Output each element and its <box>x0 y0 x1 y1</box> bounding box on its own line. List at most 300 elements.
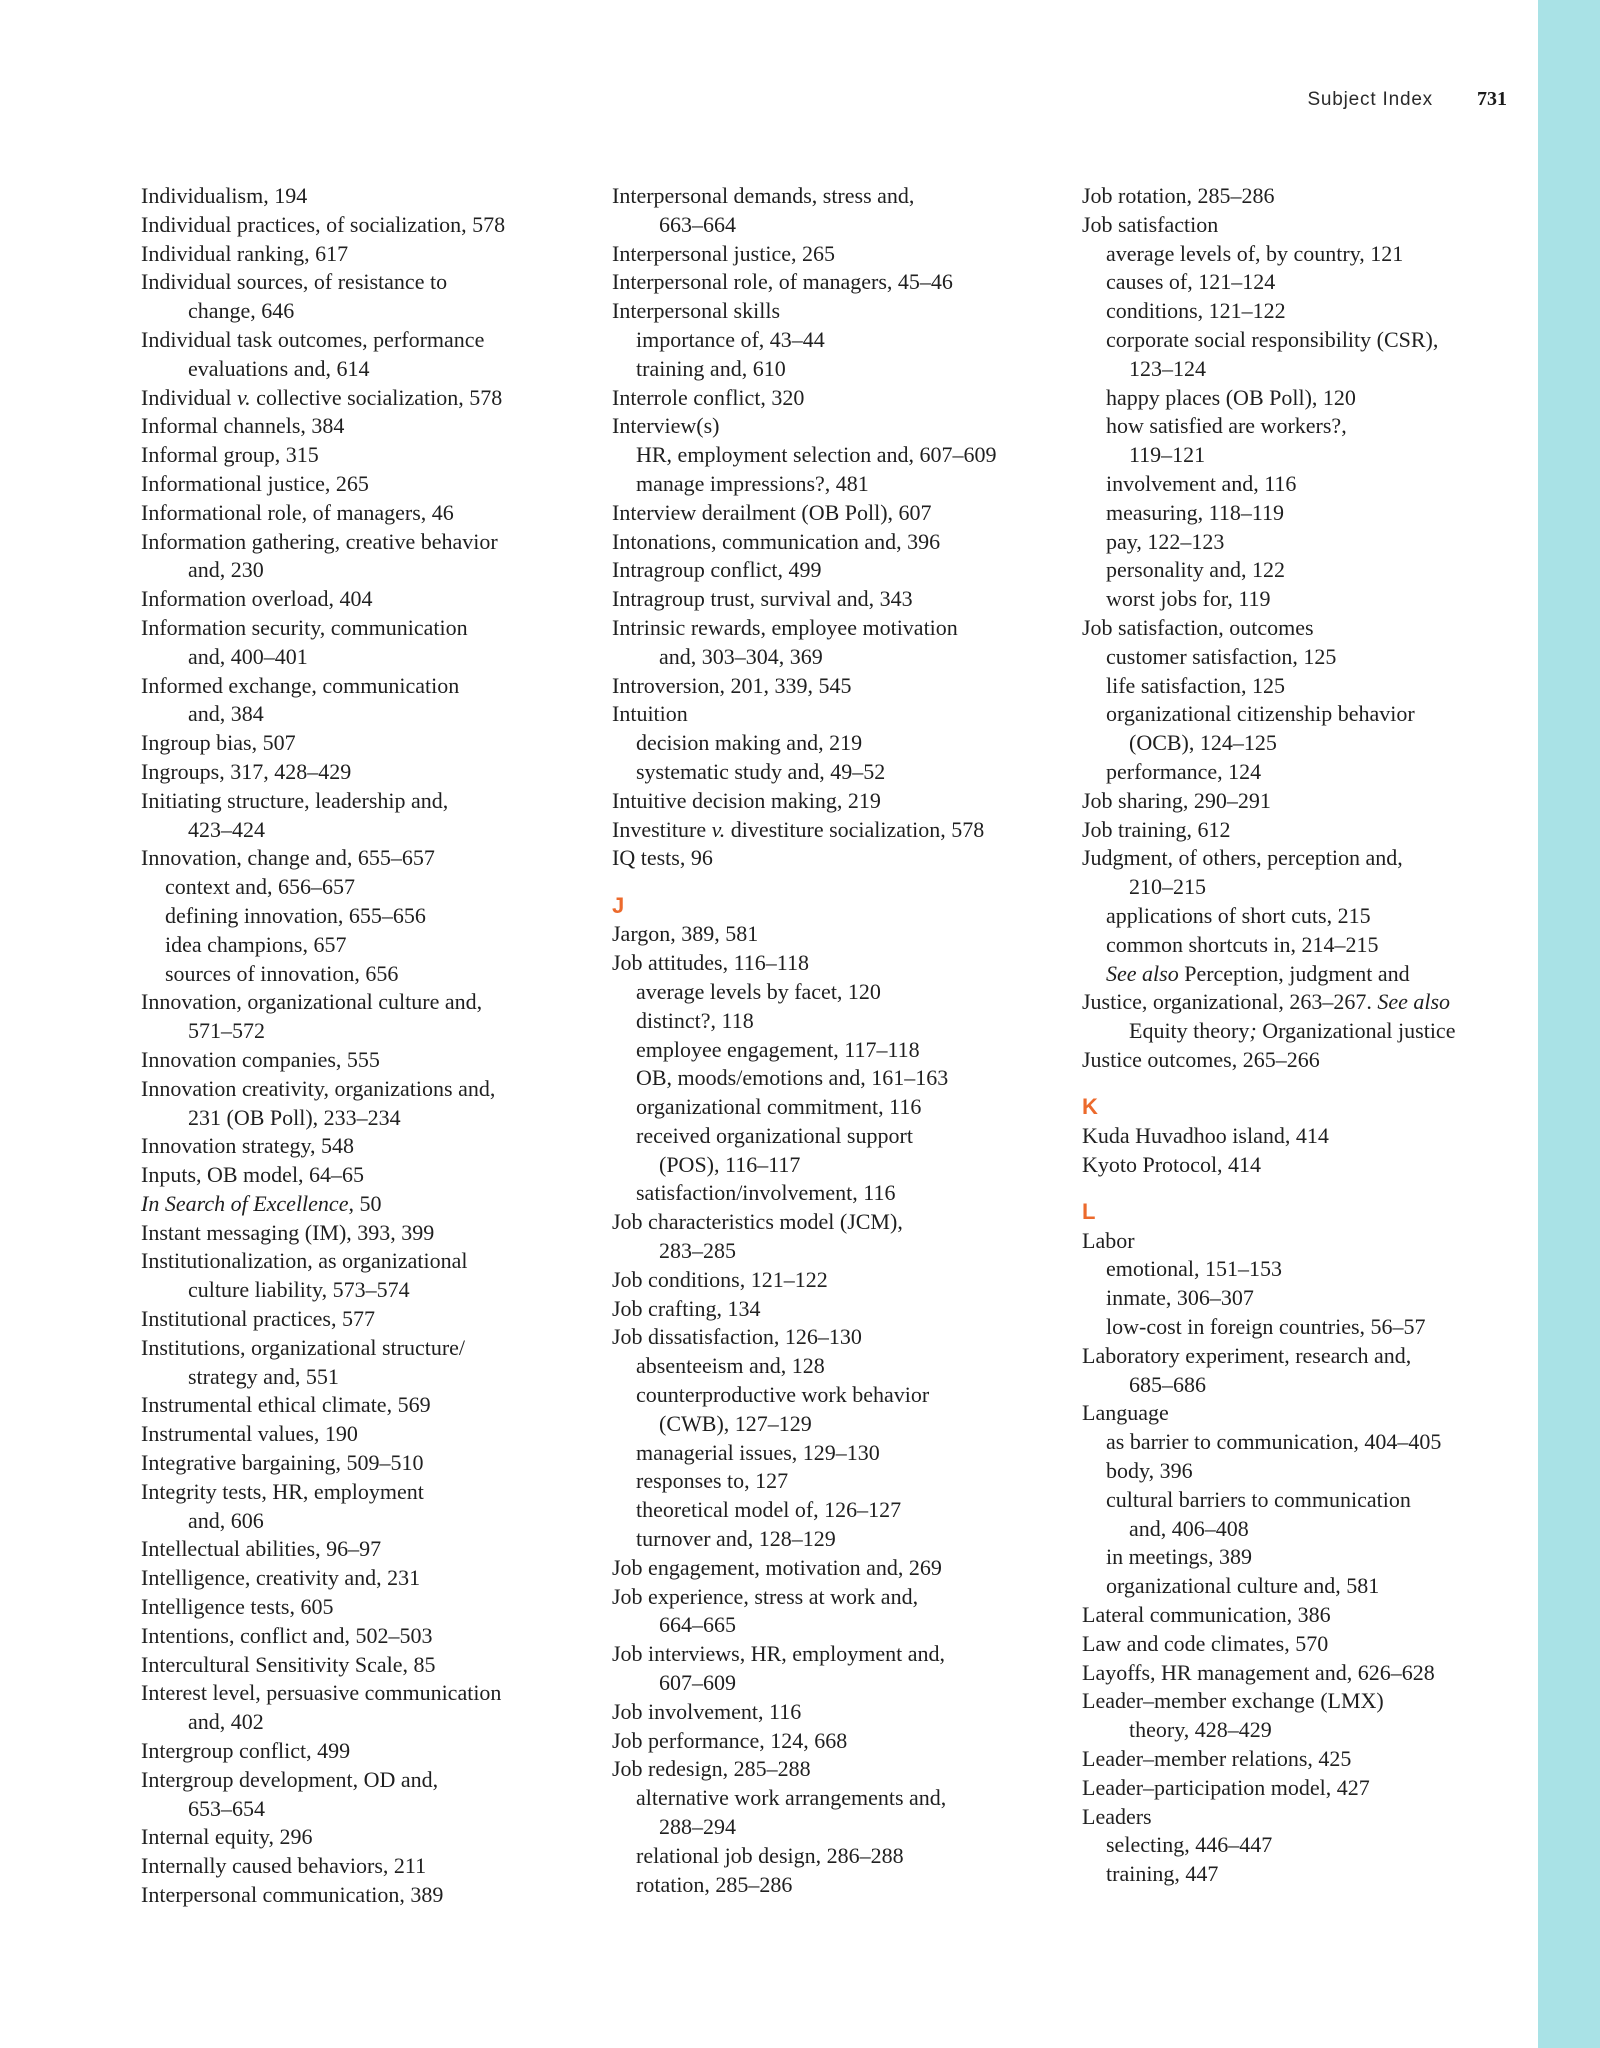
index-subentry <box>612 326 1062 355</box>
index-entry <box>141 1190 581 1219</box>
index-entry <box>141 1766 581 1824</box>
index-subentry <box>1082 585 1532 614</box>
index-entry <box>612 1208 1062 1266</box>
entry-text: Interpersonal communication, 389 <box>141 1882 444 1908</box>
entry-continuation: 653–654 <box>188 1795 265 1821</box>
index-entry <box>141 326 581 384</box>
index-entry <box>612 844 1062 873</box>
entry-text: personality and, 122 <box>1106 557 1286 583</box>
index-entry <box>612 1583 1062 1641</box>
index-entry <box>612 1295 1062 1324</box>
index-entry <box>612 182 1062 240</box>
index-entry <box>141 268 581 326</box>
index-entry <box>141 1478 581 1536</box>
entry-text: OB, moods/emotions and, 161–163 <box>636 1065 949 1091</box>
index-subentry <box>612 1842 1062 1871</box>
index-subentry <box>1082 384 1532 413</box>
index-subentry <box>612 1122 1062 1180</box>
entry-text: employee engagement, 117–118 <box>636 1036 920 1062</box>
index-subentry <box>1082 758 1532 787</box>
entry-text: Job redesign, 285–288 <box>612 1756 811 1782</box>
entry-text: HR, employment selection and, 607–609 <box>636 442 997 468</box>
index-entry <box>612 1266 1062 1295</box>
entry-text: Job rotation, 285–286 <box>1082 183 1275 208</box>
index-entry <box>141 1046 581 1075</box>
entry-text: Intrinsic rewards, employee motivation <box>612 614 958 640</box>
entry-continuation: and, 303–304, 369 <box>659 643 823 669</box>
entry-text: Jargon, 389, 581 <box>612 921 759 947</box>
entry-text: common shortcuts in, 214–215 <box>1106 931 1379 957</box>
index-subentry <box>612 470 1062 499</box>
entry-text: in meetings, 389 <box>1106 1544 1253 1570</box>
index-entry <box>1082 182 1532 211</box>
index-subentry <box>612 1093 1062 1122</box>
index-subentry <box>1082 1486 1532 1544</box>
entry-text: responses to, 127 <box>636 1468 789 1494</box>
entry-text: IQ tests, 96 <box>612 845 713 871</box>
entry-text: Interest level, persuasive communication <box>141 1680 502 1706</box>
entry-text: Informational justice, 265 <box>141 470 369 496</box>
index-entry <box>1082 1399 1532 1428</box>
entry-text: Justice, organizational, 263–267. See also <box>1082 989 1451 1015</box>
entry-text: Job conditions, 121–122 <box>612 1266 828 1292</box>
entry-text: organizational culture and, 581 <box>1106 1573 1380 1599</box>
index-entry <box>612 297 1062 326</box>
index-subentry <box>1082 902 1532 931</box>
index-subentry <box>612 1352 1062 1381</box>
index-entry <box>1082 844 1532 902</box>
index-subentry <box>612 1784 1062 1842</box>
entry-text: Inputs, OB model, 64–65 <box>141 1162 365 1188</box>
index-subentry <box>612 441 1062 470</box>
index-entry <box>141 1679 581 1737</box>
entry-continuation: 664–665 <box>659 1612 736 1638</box>
index-entry <box>1082 1687 1532 1745</box>
entry-text: Kyoto Protocol, 414 <box>1082 1151 1262 1177</box>
index-subentry <box>1082 268 1532 297</box>
index-entry <box>612 920 1062 949</box>
entry-text: Information gathering, creative behavior <box>141 528 498 554</box>
index-entry <box>612 1698 1062 1727</box>
entry-text: Intentions, conflict and, 502–503 <box>141 1622 433 1648</box>
entry-text: corporate social responsibility (CSR), <box>1106 326 1439 352</box>
entry-text: pay, 122–123 <box>1106 528 1225 554</box>
entry-text: Interpersonal demands, stress and, <box>612 183 915 208</box>
entry-text: defining innovation, 655–656 <box>165 902 426 928</box>
index-subentry <box>1082 412 1532 470</box>
entry-text: Individual practices, of socialization, 578 <box>141 211 506 237</box>
entry-text: Leaders <box>1082 1803 1152 1829</box>
entry-text: how satisfied are workers?, <box>1106 413 1347 439</box>
entry-text: Job sharing, 290–291 <box>1082 787 1271 813</box>
entry-text: Interview(s) <box>612 413 720 439</box>
entry-text: Individual task outcomes, performance <box>141 326 485 352</box>
index-entry <box>141 470 581 499</box>
index-subentry <box>1082 470 1532 499</box>
entry-text: idea champions, 657 <box>165 931 347 957</box>
entry-continuation: change, 646 <box>188 298 295 324</box>
index-subentry <box>612 1381 1062 1439</box>
entry-continuation: and, 230 <box>188 557 264 583</box>
entry-text: Information overload, 404 <box>141 586 373 612</box>
entry-text: distinct?, 118 <box>636 1007 754 1033</box>
entry-text: Job engagement, motivation and, 269 <box>612 1554 942 1580</box>
entry-text: as barrier to communication, 404–405 <box>1106 1429 1442 1455</box>
index-entry <box>141 1449 581 1478</box>
index-entry <box>141 1651 581 1680</box>
entry-continuation: theory, 428–429 <box>1129 1717 1272 1743</box>
entry-text: In Search of Excellence, 50 <box>141 1190 382 1216</box>
entry-text: Individual v. collective socialization, 578 <box>141 384 503 410</box>
letter-heading: K <box>1082 1094 1098 1120</box>
index-column-1 <box>141 182 581 1910</box>
entry-continuation: 283–285 <box>659 1238 736 1264</box>
index-subentry <box>1082 297 1532 326</box>
index-subentry <box>1082 1572 1532 1601</box>
entry-continuation: 571–572 <box>188 1018 265 1044</box>
index-entry <box>612 585 1062 614</box>
entry-text: manage impressions?, 481 <box>636 470 869 496</box>
entry-text: life satisfaction, 125 <box>1106 672 1286 698</box>
entry-text: training and, 610 <box>636 355 786 381</box>
entry-text: Integrity tests, HR, employment <box>141 1478 424 1504</box>
entry-text: relational job design, 286–288 <box>636 1842 904 1868</box>
index-entry <box>612 528 1062 557</box>
entry-text: decision making and, 219 <box>636 730 863 756</box>
entry-text: Ingroups, 317, 428–429 <box>141 758 352 784</box>
entry-text: Interrole conflict, 320 <box>612 384 805 410</box>
entry-text: Ingroup bias, 507 <box>141 730 296 756</box>
index-entry <box>141 1391 581 1420</box>
entry-text: Intelligence, creativity and, 231 <box>141 1565 421 1591</box>
index-entry <box>1082 787 1532 816</box>
entry-text: Innovation creativity, organizations and, <box>141 1075 496 1101</box>
entry-text: Language <box>1082 1400 1169 1426</box>
entry-text: Informal channels, 384 <box>141 413 345 439</box>
entry-text: Interpersonal skills <box>612 298 781 324</box>
index-subentry <box>612 1525 1062 1554</box>
index-subentry <box>612 978 1062 1007</box>
index-subentry <box>1082 960 1532 989</box>
entry-text: rotation, 285–286 <box>636 1871 793 1897</box>
index-entry <box>1082 1046 1532 1075</box>
index-entry <box>612 949 1062 978</box>
index-entry <box>141 614 581 672</box>
index-entry <box>141 412 581 441</box>
entry-text: Lateral communication, 386 <box>1082 1602 1331 1628</box>
entry-text: Leader–member relations, 425 <box>1082 1746 1352 1772</box>
index-entry <box>141 211 581 240</box>
entry-text: Job training, 612 <box>1082 816 1231 842</box>
index-subentry <box>612 1496 1062 1525</box>
entry-continuation: 123–124 <box>1129 355 1206 381</box>
index-entry <box>141 988 581 1046</box>
entry-text: cultural barriers to communication <box>1106 1486 1411 1512</box>
index-column-3 <box>1082 182 1532 1889</box>
index-subentry <box>1082 556 1532 585</box>
entry-continuation: 210–215 <box>1129 874 1206 900</box>
index-subentry <box>612 1007 1062 1036</box>
entry-text: Introversion, 201, 339, 545 <box>612 672 852 698</box>
entry-text: Innovation, change and, 655–657 <box>141 845 435 871</box>
index-entry <box>612 672 1062 701</box>
index-subentry <box>612 1179 1062 1208</box>
entry-text: selecting, 446–447 <box>1106 1832 1273 1858</box>
index-entry <box>141 1593 581 1622</box>
entry-text: Initiating structure, leadership and, <box>141 787 449 813</box>
index-entry <box>612 384 1062 413</box>
entry-text: Intragroup conflict, 499 <box>612 557 822 583</box>
index-subentry <box>612 729 1062 758</box>
index-subentry <box>141 931 581 960</box>
entry-text: See also Perception, judgment and <box>1106 960 1410 986</box>
index-entry <box>141 1334 581 1392</box>
index-subentry <box>1082 1457 1532 1486</box>
index-entry <box>612 700 1062 729</box>
entry-continuation: 607–609 <box>659 1670 736 1696</box>
index-entry <box>1082 1745 1532 1774</box>
index-entry <box>141 528 581 586</box>
entry-text: absenteeism and, 128 <box>636 1353 825 1379</box>
entry-text: Laboratory experiment, research and, <box>1082 1342 1412 1368</box>
page-edge-color-bar <box>1538 0 1600 2048</box>
index-entry <box>141 844 581 873</box>
entry-continuation: 231 (OB Poll), 233–234 <box>188 1104 401 1130</box>
entry-text: Intuition <box>612 701 688 727</box>
index-entry <box>141 1564 581 1593</box>
entry-continuation: and, 402 <box>188 1709 264 1735</box>
entry-text: organizational citizenship behavior <box>1106 701 1415 727</box>
index-subentry <box>1082 326 1532 384</box>
entry-continuation: evaluations and, 614 <box>188 355 370 381</box>
letter-heading: J <box>612 892 625 918</box>
entry-text: Job experience, stress at work and, <box>612 1583 919 1609</box>
entry-text: Integrative bargaining, 509–510 <box>141 1450 424 1476</box>
index-subentry <box>1082 1543 1532 1572</box>
entry-continuation: (POS), 116–117 <box>659 1151 801 1177</box>
index-entry <box>141 758 581 787</box>
entry-text: causes of, 121–124 <box>1106 269 1276 295</box>
index-entry <box>141 1075 581 1133</box>
index-subentry <box>1082 931 1532 960</box>
index-entry <box>141 1305 581 1334</box>
index-subentry <box>1082 700 1532 758</box>
entry-text: systematic study and, 49–52 <box>636 758 886 784</box>
entry-continuation: and, 384 <box>188 701 264 727</box>
entry-text: Interpersonal role, of managers, 45–46 <box>612 269 953 295</box>
entry-continuation: 663–664 <box>659 211 736 237</box>
entry-text: Institutions, organizational structure/ <box>141 1334 466 1360</box>
entry-continuation: Equity theory; Organizational justice <box>1129 1018 1456 1044</box>
index-subentry <box>1082 528 1532 557</box>
index-subentry <box>1082 240 1532 269</box>
index-subentry <box>1082 643 1532 672</box>
entry-text: Leader–participation model, 427 <box>1082 1774 1370 1800</box>
entry-text: worst jobs for, 119 <box>1106 586 1271 612</box>
index-entry <box>141 1823 581 1852</box>
entry-text: context and, 656–657 <box>165 874 356 900</box>
index-entry <box>612 556 1062 585</box>
index-entry <box>1082 1659 1532 1688</box>
entry-text: Interpersonal justice, 265 <box>612 240 835 266</box>
index-entry <box>1082 1227 1532 1256</box>
entry-text: body, 396 <box>1106 1458 1193 1484</box>
entry-text: Innovation companies, 555 <box>141 1046 380 1072</box>
index-subentry <box>612 1871 1062 1900</box>
entry-text: Interview derailment (OB Poll), 607 <box>612 499 932 525</box>
entry-text: Job interviews, HR, employment and, <box>612 1641 946 1667</box>
entry-text: Institutional practices, 577 <box>141 1306 375 1332</box>
entry-text: turnover and, 128–129 <box>636 1526 836 1552</box>
entry-text: Intelligence tests, 605 <box>141 1594 334 1620</box>
entry-text: Informed exchange, communication <box>141 672 460 698</box>
entry-text: customer satisfaction, 125 <box>1106 643 1337 669</box>
index-entry <box>141 787 581 845</box>
entry-text: conditions, 121–122 <box>1106 298 1286 324</box>
entry-text: theoretical model of, 126–127 <box>636 1497 902 1523</box>
index-entry <box>141 182 581 211</box>
index-entry <box>141 1852 581 1881</box>
entry-text: alternative work arrangements and, <box>636 1785 947 1811</box>
entry-continuation: 119–121 <box>1129 442 1206 468</box>
index-entry <box>141 1247 581 1305</box>
entry-continuation: (OCB), 124–125 <box>1129 730 1277 756</box>
entry-text: Investiture v. divestiture socialization, 578 <box>612 816 985 842</box>
entry-continuation: and, 606 <box>188 1507 264 1533</box>
entry-text: involvement and, 116 <box>1106 470 1297 496</box>
index-entry <box>1082 211 1532 240</box>
entry-text: Job dissatisfaction, 126–130 <box>612 1324 862 1350</box>
index-subentry <box>141 902 581 931</box>
entry-text: Informational role, of managers, 46 <box>141 499 454 525</box>
index-entry <box>612 412 1062 441</box>
index-subentry <box>141 960 581 989</box>
entry-text: Labor <box>1082 1227 1135 1253</box>
entry-text: applications of short cuts, 215 <box>1106 902 1371 928</box>
index-entry <box>141 384 581 413</box>
index-entry <box>1082 1630 1532 1659</box>
index-entry <box>612 240 1062 269</box>
index-entry <box>141 441 581 470</box>
entry-text: Intergroup conflict, 499 <box>141 1738 351 1764</box>
entry-text: received organizational support <box>636 1122 913 1148</box>
entry-text: managerial issues, 129–130 <box>636 1439 880 1465</box>
entry-text: average levels by facet, 120 <box>636 978 881 1004</box>
index-entry <box>141 1161 581 1190</box>
index-entry <box>141 240 581 269</box>
index-entry <box>612 614 1062 672</box>
entry-continuation: 288–294 <box>659 1814 736 1840</box>
index-subentry <box>1082 1284 1532 1313</box>
entry-text: Individual sources, of resistance to <box>141 269 448 295</box>
entry-text: Job characteristics model (JCM), <box>612 1209 903 1235</box>
entry-text: Layoffs, HR management and, 626–628 <box>1082 1659 1435 1685</box>
index-entry <box>1082 1122 1532 1151</box>
index-entry <box>1082 614 1532 643</box>
index-entry <box>1082 1803 1532 1832</box>
entry-continuation: and, 400–401 <box>188 643 308 669</box>
index-subentry <box>1082 1255 1532 1284</box>
index-entry <box>1082 1774 1532 1803</box>
entry-text: Institutionalization, as organizational <box>141 1248 468 1274</box>
entry-text: Instrumental ethical climate, 569 <box>141 1392 431 1418</box>
index-entry <box>612 816 1062 845</box>
index-entry <box>1082 1601 1532 1630</box>
entry-text: Leader–member exchange (LMX) <box>1082 1688 1384 1714</box>
index-subentry <box>1082 1313 1532 1342</box>
entry-text: Instant messaging (IM), 393, 399 <box>141 1219 435 1245</box>
entry-text: training, 447 <box>1106 1861 1219 1887</box>
entry-text: sources of innovation, 656 <box>165 960 399 986</box>
index-subentry <box>612 1064 1062 1093</box>
index-subentry <box>612 758 1062 787</box>
index-entry <box>612 1640 1062 1698</box>
index-subentry <box>612 1439 1062 1468</box>
index-subentry <box>141 873 581 902</box>
index-entry <box>141 499 581 528</box>
entry-text: Job satisfaction, outcomes <box>1082 614 1314 640</box>
letter-heading: L <box>1082 1198 1096 1224</box>
index-subentry <box>612 355 1062 384</box>
entry-text: Job involvement, 116 <box>612 1698 802 1724</box>
index-subentry <box>612 1036 1062 1065</box>
index-entry <box>141 1622 581 1651</box>
entry-text: Kuda Huvadhoo island, 414 <box>1082 1122 1329 1148</box>
entry-text: Innovation strategy, 548 <box>141 1133 355 1159</box>
entry-text: Job attitudes, 116–118 <box>612 950 809 976</box>
index-entry <box>141 585 581 614</box>
index-column-2 <box>612 182 1062 1899</box>
index-entry <box>1082 1342 1532 1400</box>
index-entry <box>612 1554 1062 1583</box>
index-entry <box>612 787 1062 816</box>
entry-text: Law and code climates, 570 <box>1082 1630 1329 1656</box>
index-entry <box>141 1535 581 1564</box>
entry-text: Job performance, 124, 668 <box>612 1727 848 1753</box>
entry-text: Job crafting, 134 <box>612 1295 761 1321</box>
index-entry <box>612 1323 1062 1352</box>
entry-text: counterproductive work behavior <box>636 1382 930 1408</box>
entry-text: Innovation, organizational culture and, <box>141 989 483 1015</box>
entry-continuation: (CWB), 127–129 <box>659 1410 812 1436</box>
index-subentry <box>1082 1428 1532 1457</box>
index-subentry <box>1082 1860 1532 1889</box>
entry-text: Justice outcomes, 265–266 <box>1082 1046 1320 1072</box>
index-entry <box>141 1420 581 1449</box>
entry-text: Intellectual abilities, 96–97 <box>141 1536 382 1562</box>
entry-text: Individualism, 194 <box>141 183 308 208</box>
index-entry <box>141 1737 581 1766</box>
index-entry <box>612 1755 1062 1784</box>
running-head-title: Subject Index <box>1307 89 1433 110</box>
index-subentry <box>1082 499 1532 528</box>
entry-continuation: 423–424 <box>188 816 265 842</box>
index-entry <box>612 1727 1062 1756</box>
entry-text: satisfaction/involvement, 116 <box>636 1180 896 1206</box>
index-entry <box>141 729 581 758</box>
page-number: 731 <box>1477 88 1507 110</box>
entry-text: emotional, 151–153 <box>1106 1256 1282 1282</box>
index-entry <box>141 1132 581 1161</box>
index-entry <box>141 1881 581 1910</box>
entry-text: Informal group, 315 <box>141 442 319 468</box>
entry-text: Internally caused behaviors, 211 <box>141 1853 427 1879</box>
entry-continuation: culture liability, 573–574 <box>188 1277 410 1303</box>
entry-text: Individual ranking, 617 <box>141 240 349 266</box>
entry-continuation: 685–686 <box>1129 1371 1206 1397</box>
entry-text: low-cost in foreign countries, 56–57 <box>1106 1314 1426 1340</box>
index-entry <box>141 672 581 730</box>
